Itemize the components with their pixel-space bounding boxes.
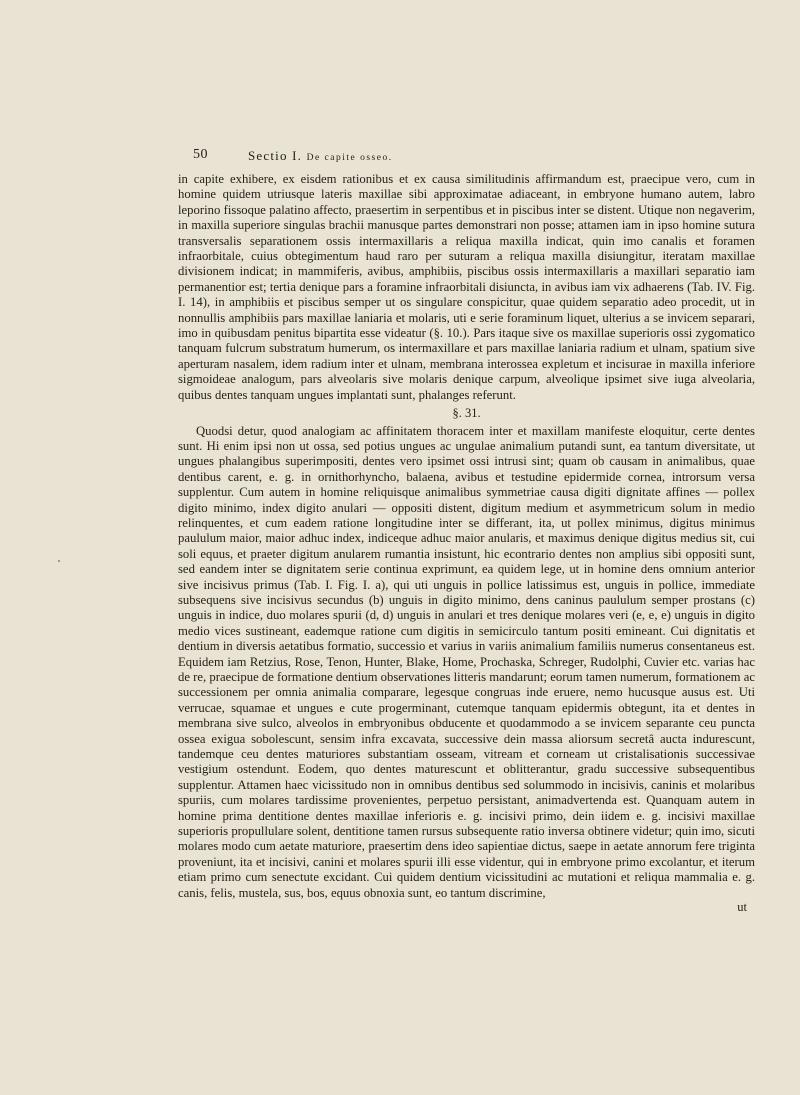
margin-speck — [58, 560, 60, 562]
catchword: ut — [737, 900, 747, 915]
chapter-title: De capite osseo. — [306, 153, 393, 163]
running-header — [193, 147, 753, 165]
main-text — [178, 172, 755, 916]
section-label: Sectio I. — [248, 148, 303, 163]
paragraph-1: in capite exhibere, ex eisdem rationibus et ex causa similitudinis affirmandum est, praecipue vero, cum in homine quidem utriusque lateris maxillae sibi approximatae adiaceant, in embryone humano autem, labro leporino fissoque palatino affecto, praesertim in serpentibus et in piscibus inter se distent. Utique non negaverim, in maxilla superiore singulas brachii manusque partes demonstrari non posse; attamen iam in ipso homine sutura transversalis separationem ossis intermaxillaris a reliqua maxilla indicat, quin imo canalis et foramen infraorbitale, cuius obtegimentum haud raro per suturam a reliqua maxilla disiungitur, iteratam maxillae divisionem indicat; in mammiferis, avibus, amphibiis, piscibus ossis intermaxillaris a maxillari separatio iam permanentior est; tertia denique pars a foramine infraorbitali disiuncta, in avibus iam vix adhaerens (Tab. IV. Fig. I. 14), in amphibiis et piscibus semper ut os singulare conspicitur, quae quidem separatio adeo procedit, ut in nonnullis amphibiis pars maxillae laniaria et molaris, uti e serie foraminum liquet, ulterius a se invicem separari, imo in quibusdam penitus bipartita esse videatur (§. 10.). Pars itaque sive os maxillae superioris ossi zygomatico tanquam fulcrum substratum humerum, os intermaxillare et pars maxillae laniaria radium et ulnam, spatium sive aperturam nasalem, idem radium inter et ulnam, membrana interossea expletum et incisurae in maxilla inferiore sigmoideae analogum, pars alveolaris sive molaris denique carpum, alveolique ipsimet sive iuga alveolaria, quibus dentes tanquam ungues implantati sunt, phalanges referunt. — [178, 172, 755, 402]
paragraph-2: Quodsi detur, quod analogiam ac affinitatem thoracem inter et maxillam manifeste eloquitur, certe dentes sunt. Hi enim ipsi non ut ossa, sed potius ungues ac ungulae animalium putandi sunt, ea tantum diversitate, ut ungues phalangibus superimpositi, dentes vero ipsimet ossi intrusi sint; quam ob causam in animalibus, quae dentibus carent, e. g. in ornithorhyncho, balaena, avibus et testudine epidermide cornea, introrsum versa supplentur. Cum autem in homine reliquisque animalibus symmetriae causa digiti dignitate affines — pollex digito minimo, index digito anulari — oppositi distent, digitum medium et asymmetricum solum in medio relinquentes, et cum eadem ratione longitudine inter se differant, ita, ut pollex minimus, digitus minimus paululum maior, maior adhuc index, indiceque adhuc maior anularis, et maximus denique digitus medius sit, cui soli equus, et praeter digitum anularem rumantia insistunt, hic econtrario dentes non amplius sibi oppositi sunt, sed eandem inter se dignitatem serie continua exprimunt, ea quidem lege, ut in homine dens omnium anterior sive incisivus primus (Tab. I. Fig. I. a), qui uti unguis in pollice latissimus est, unguis in pollice, immediate subsequens sive incisivus secundus (b) unguis in digito minimo, dens caninus paululum semper prostans (c) unguis in indice, duo molares spurii (d, d) unguis in anulari et tres denique molares veri (e, e, e) unguis in digito medio vices sustineant, eademque ratione cum digitis in semicirculo tantum positi emineant. Cui dignitatis et dentium in diversis aetatibus formatio, successio et varius in variis animalium familiis numerus consentaneus est. Equidem iam Retzius, Rose, Tenon, Hunter, Blake, Home, Prochaska, Schreger, Rudolphi, Cuvier etc. varias hac de re, praecipue de formatione dentium observationes litteris mandarunt; eorum tamen numerum, formationem ac successionem per omnia animalia comparare, legesque congruas inde eruere, nemo hucusque ausus est. Uti verrucae, squamae et ungues e cute progerminant, cutemque tanquam epidermis obtegunt, ita et dentes in membrana sive sulco, alveolos in embryonibus obducente et quodammodo a se invicem separante ceu puncta ossea exigua sobolescunt, sensim infra excavata, successive dein massa aliorsum secretâ aucta indurescunt, tandemque ceu dentes maturiores substantiam osseam, vitream et corneam ut cristalisationis successivae vestigium ostendunt. Eodem, quo dentes maturescunt et oblitterantur, gradu successive subsequentibus supplentur. Attamen haec vicissitudo non in omnibus dentibus sed solummodo in incisivis, caninis et molaribus spuriis, cum molares tardissime provenientes, perpetuo persistant, animadvertenda est. Quanquam autem in homine prima dentitione dentes maxillae inferioris e. g. incisivi primo, dein iidem e. g. incisivi maxillae superioris propullulare solent, dentitione tamen rursus subsequente ratio inversa obtinere videtur; quin imo, sicuti molares modo cum aetate maturiore, praesertim dens ideo sapientiae dictus, saepe in aetate annorum fere triginta proveniunt, ita et incisivi, canini et molares spurii illi esse videntur, qui in embryone primo excolantur, et iterum etiam primo cum senectute excidant. Cui quidem dentium vicissitudini ac mutationi et reliqua mammalia e. g. canis, felis, mustela, sus, bos, equus obnoxia sunt, eo tantum discrimine, — [178, 423, 755, 900]
section-heading: §. 31. — [452, 406, 481, 421]
page-number: 50 — [193, 147, 208, 162]
running-title — [248, 148, 393, 164]
